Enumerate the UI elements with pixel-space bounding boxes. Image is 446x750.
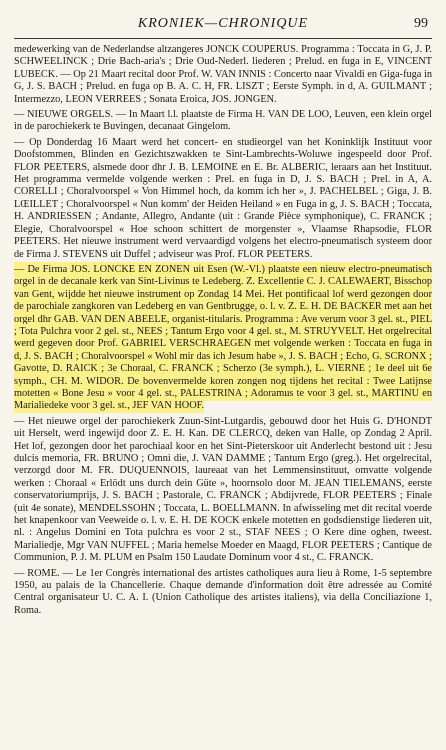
page-number: 99 [414, 16, 428, 31]
paragraph-rome-congress: — ROME. — Le 1er Congrès international des artistes catholiques aura lieu à Rome, 1-5 septembre 1950, au palais de la Chancellerie. Chaque demande d'information doit être adressée au Comité Central organisateur U. C. A. I. (Union Catholique des artistes italiens), via della Conciliazione 1, Roma. [14, 567, 432, 616]
paragraph-concerts: medewerking van de Nederlandse altzangeres JONCK COUPERUS. Programma : Toccata in G, J. P. SCHWEELINCK ; Drie Bach-aria's ; Drie Oud-Nederl. liederen ; Prelud. en fuga in E, VINCENT LUBECK. — Op 21 Maart recital door Prof. W. VAN INNIS : Concerto naar Vivaldi en Giga-fuga in G, J. S. BACH ; Prelud. en fuga op B. A. C. H, FR. LISZT ; Eerste Symph. in d, A. GUILMANT ; Intermezzo, LEON VERREES ; Sonata Eroica, JOS. JONGEN. [14, 44, 432, 105]
page-header [0, 0, 446, 40]
highlighted-text: — De Firma JOS. LONCKE EN ZONEN uit Esen (W.-Vl.) plaatste een nieuw electro-pneumatisch orgel in de decanale kerk van Sint-Livinus te Ledeberg. Z. Excellentie C. J. CALEWAERT, Bisschop van Gent, wijdde het nieuwe instrument op Zondag 14 Mei. Het pontificaal lof werd gezongen door de parochiale zangkoren van Ledeberg en van Gentbrugge, o. l. v. Z. E. H. DE BACKER met aan het orgel dhr GAB. VAN DEN ABEELE, organist-titularis. Programma : Ave verum voor 3 gel. st., PIEL ; Tota Pulchra voor 2 gel. st., NEES ; Tantum Ergo voor 4 gel. st., M. STRUYVELT. Het orgelrecital werd gegeven door Prof. GABRIEL VERSCHRAEGEN met volgende werken : Toccata en fuga in d, J. S. BACH ; Choralvoorspel « Wohl mir das ich Jesum habe », J. S. BACH ; Echo, G. SCRONX ; Gavotte, D. RAICK ; 3e Choraal, C. FRANCK ; Scherzo (3e symph.), L. VIERNE ; 1e deel uit 6e symph., CH. M. WIDOR. De bovenvermelde koren zongen nog tijdens het recital : Twee Latijnse motetten « Bone Jesu » voor 4 gel. st., PALESTRINA ; Adoramus te voor 3 gel. st., MARTINU en Marialiedeke voor 3 gel. st., JEF VAN HOOF. [14, 263, 432, 412]
paragraph-zuun-organ: — Het nieuwe orgel der parochiekerk Zuun-Sint-Lutgardis, gebouwd door het Huis G. D'HONDT uit Herselt, werd ingewijd door Z. E. H. Kan. DE CLERCQ, deken van Halle, op Zondag 2 April. Het lof, gezongen door het parochiaal koor en het Sint-Pieterskoor uit Anderlecht bestond uit : Jesu dulcis memoria, FR. BRUNO ; Omni die, J. VAN DAMME ; Tantum Ergo (greg.). Het orgelrecital, verzorgd door M. FR. DUQUENNOIS, laureaat van het Lemmensinstituut, omvatte volgende werken : Choraal « Erlödt uns durch dein Güte », hoornsolo door M. JEAN TIELEMANS, eerste conservatoriumprijs, J. S. BACH ; Pastorale, C. FRANCK ; Abdijvrede, FLOR PEETERS ; Finale (uit 4e sonate), MENDELSSOHN ; Toccata, L. BOELLMANN. In afwisseling met dit recital voerde het knapenkoor van Veeweide o. l. v. E. H. DE KOCK enkele motetten en godsdienstige liederen uit, nl. : Angelus Domini en Tota pulchra es voor 2 st., STAF NEES ; O Kere dine oghen, tweest. Marialiedje, Mgr VAN NUFFEL ; Maria hemelse Moeder en Maagd, FLOR PEETERS ; Cantique de Communion, P. J. M. PLUM en Psalm 150 Laudate Dominum voor 4 st., C. FRANCK. [14, 415, 432, 564]
running-title: KRONIEK—CHRONIQUE [137, 16, 309, 31]
article-body [14, 44, 432, 617]
paragraph-woluwe-organ: — Op Donderdag 16 Maart werd het concert- en studieorgel van het Koninklijk Instituut voor Doofstommen, Blinden en Gezichtszwakken te Sint-Lambrechts-Woluwe ingespeeld door Prof. FLOR PEETERS, alsmede door dhr J. B. LEMOINE en E. Br. ALBERIC, leraars aan het Instituut. Het programma vermelde volgende werken : Prel. en fuga in D, J. S. BACH ; Prel. in A, A. CORELLI ; Choralvoorspel « Von Himmel hoch, da komm ich her », J. PACHELBEL ; Giga, J. B. LŒILLET ; Choralvoorspel « Nun komm' der Heiden Heiland » en Fuga in g, J. S. BACH ; Toccata, H. ANDRIESSEN ; Andante, Allegro, Andante (uit : Grande Pièce symphonique), C. FRANCK ; Elegie, Choralvoorspel « Hoe schoon schittert de morgenster », Vlaamse Rhapsodie, FLOR PEETERS. Het nieuwe instrument werd vervaardigd volgens het electro-pneumatisch systeem door de Firma J. STEVENS uit Duffel ; adviseur was Prof. FLOR PEETERS. [14, 136, 432, 260]
header-rule [14, 38, 432, 39]
paragraph-ledeberg-organ [14, 264, 432, 413]
paragraph-nieuwe-orgels: — NIEUWE ORGELS. — In Maart l.l. plaatste de Firma H. VAN DE LOO, Leuven, een klein orgel in de parochiekerk te Buvingen, decanaat Gingelom. [14, 109, 432, 133]
